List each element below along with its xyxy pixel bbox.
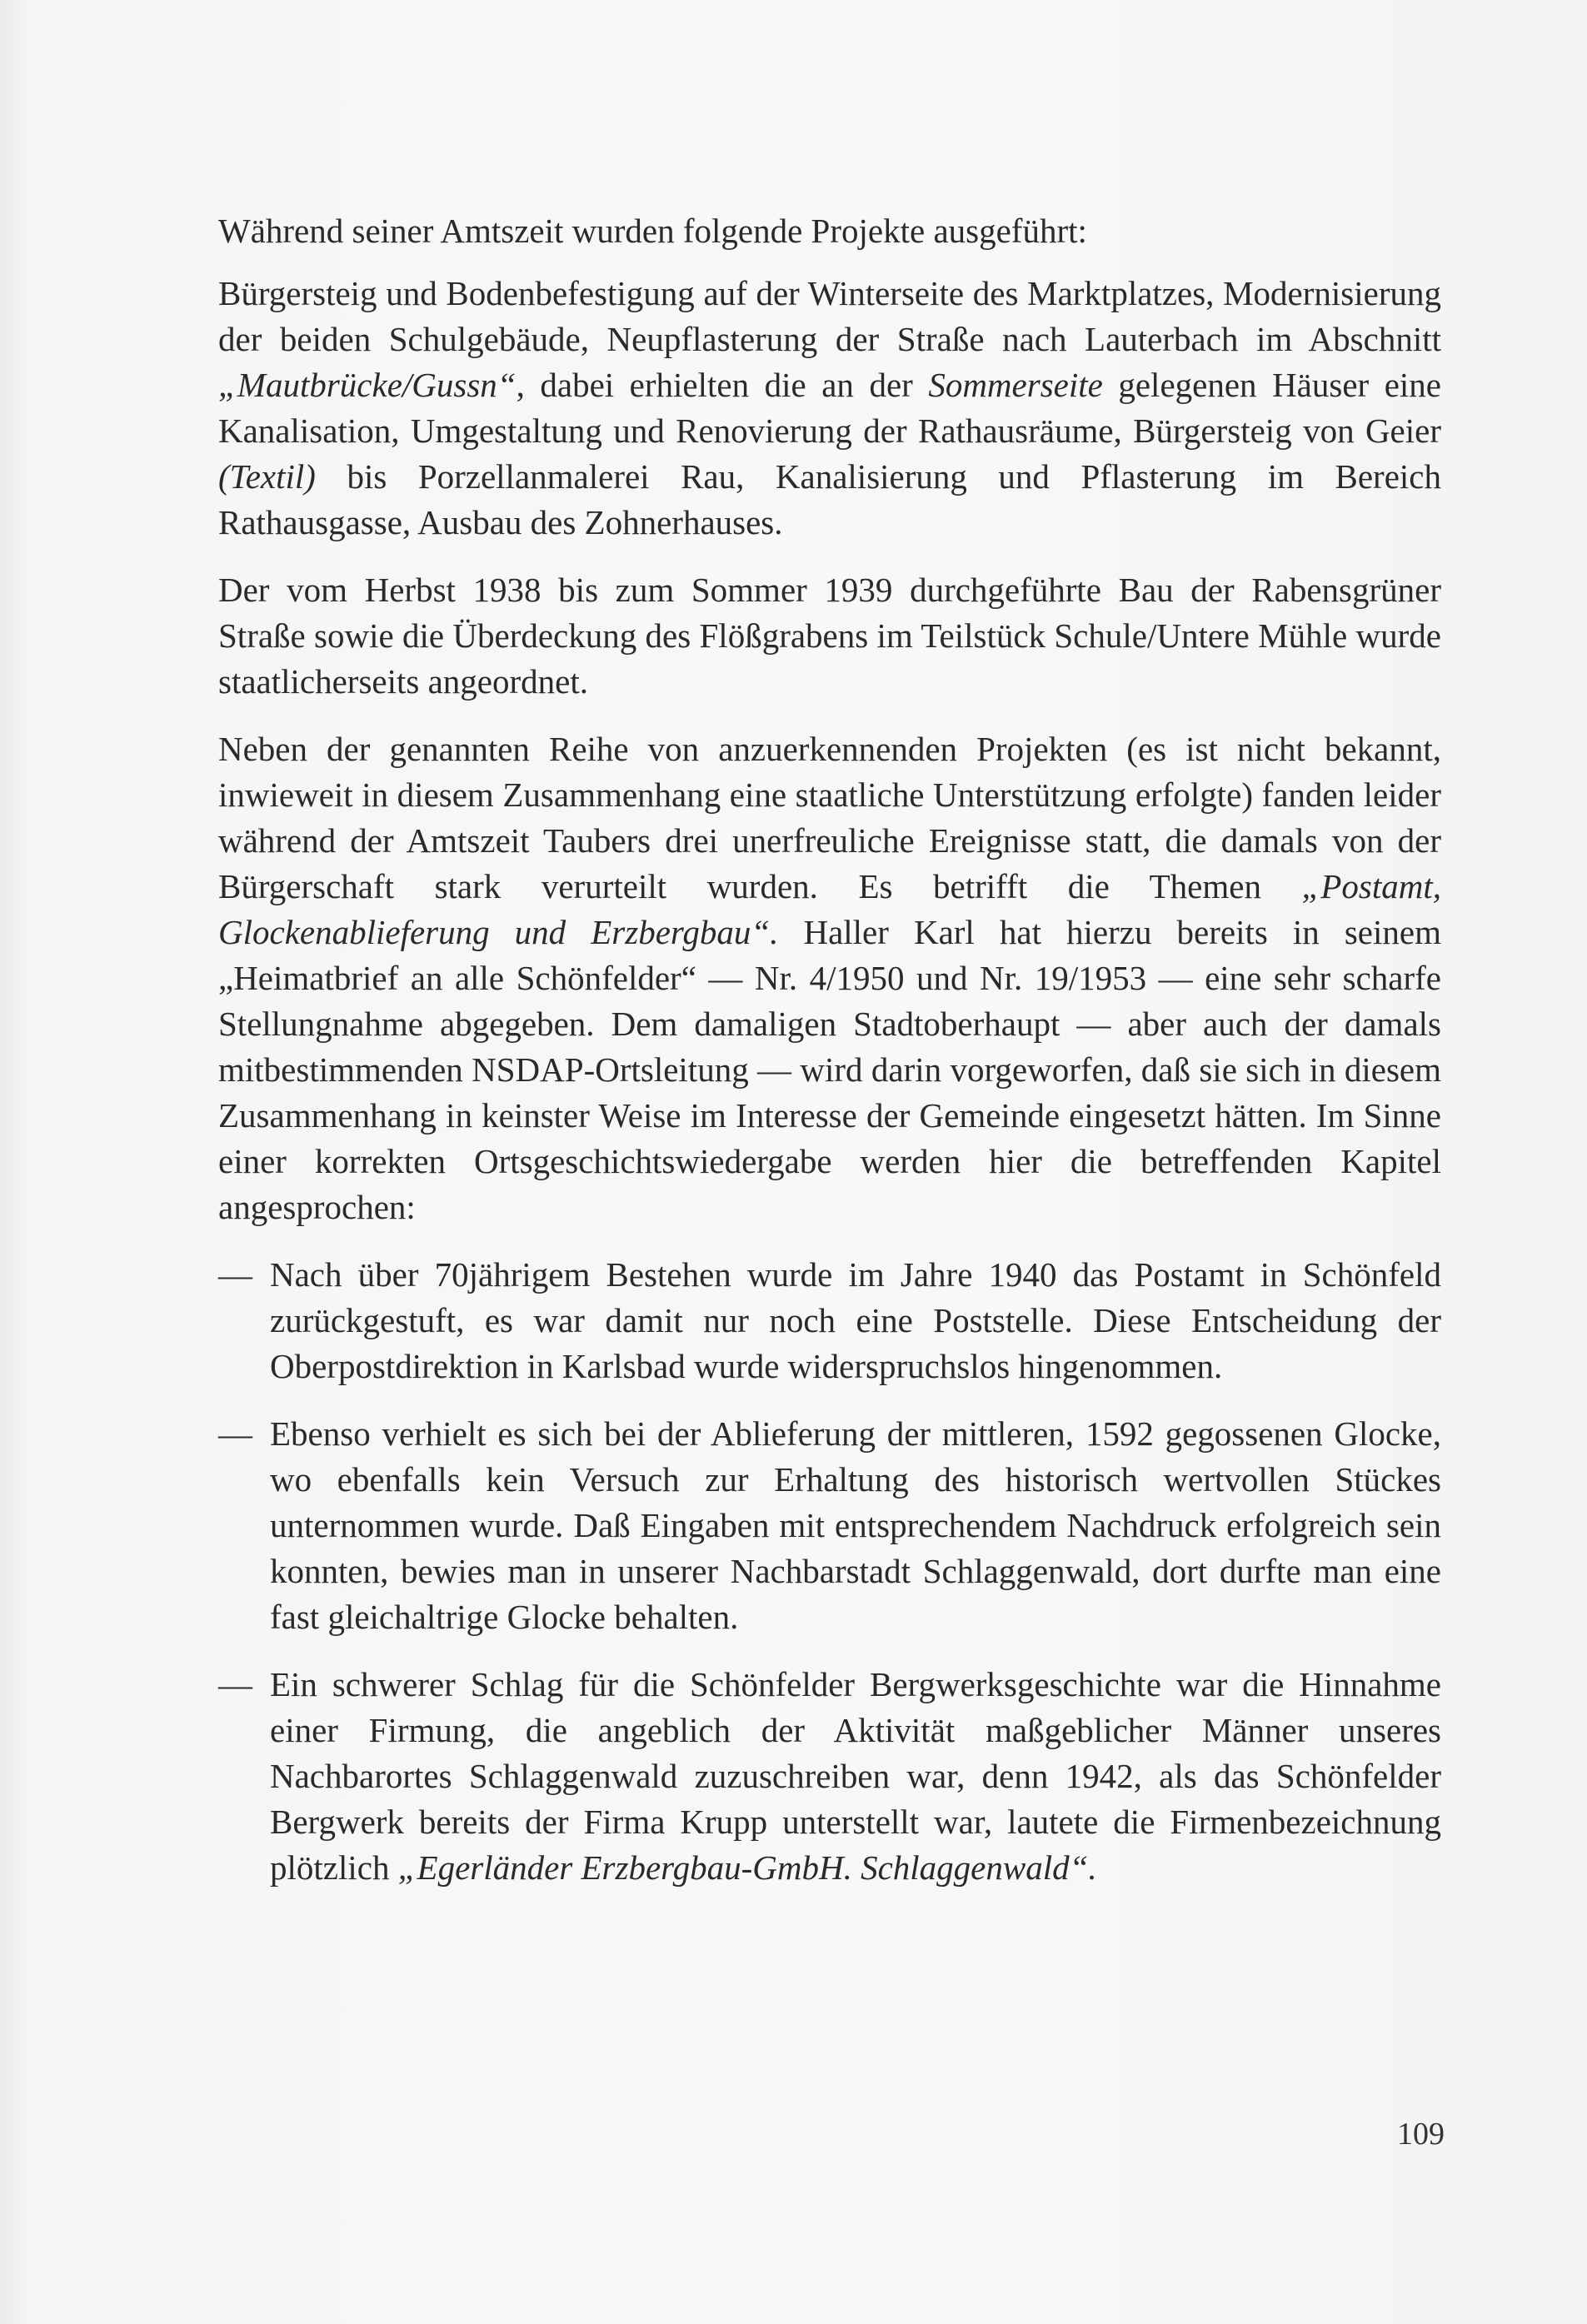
paragraph-events: Neben der genannten Reihe von anzuerkennenden Projekten (es ist nicht bekannt, inwieweit in diesem Zusammenhang eine staatliche Unterstützung erfolgte) fanden leider während der Amtszeit Taubers drei unerfreuliche Ereignisse statt, die damals von der Bürgerschaft stark verurteilt wurden. Es betrifft die Themen „Postamt, Glockenablieferung und Erzbergbau“. Haller Karl hat hierzu bereits in seinem „Heimatbrief an alle Schönfelder“ — Nr. 4/1950 und Nr. 19/1953 — eine sehr scharfe Stellungnahme abgegeben. Dem damaligen Stadtoberhaupt — aber auch der damals mitbestimmenden NSDAP-Ortsleitung — wird darin vorgeworfen, daß sie sich in diesem Zusammenhang in keinster Weise im Interesse der Gemeinde eingesetzt hätten. Im Sinne einer korrekten Ortsgeschichtswiedergabe werden hier die betreffenden Kapitel angesprochen: xyxy=(218,730,1441,1226)
paragraph-road-construction: Der vom Herbst 1938 bis zum Sommer 1939 durchgeführte Bau der Rabensgrüner Straße sowie die Überdeckung des Flößgrabens im Teilstück Schule/Untere Mühle wurde staatlicherseits angeordnet. xyxy=(218,571,1441,701)
bullet-item-bergbau: — Ein schwerer Schlag für die Schönfelder Bergwerksgeschichte war die Hinnahme einer Firmung, die angeblich der Aktivität maßgeblicher Männer unseres Nachbarortes Schlaggenwald zuzuschreiben war, denn 1942, als das Schönfelder Bergwerk bereits der Firma Krupp unterstellt war, lautete die Firmenbezeichnung plötzlich „Egerländer Erzbergbau-GmbH. Schlaggenwald“. xyxy=(218,1662,1441,1891)
paragraph-intro: Während seiner Amtszeit wurden folgende Projekte ausgeführt: xyxy=(218,212,1087,250)
page-number: 109 xyxy=(1397,2117,1445,2152)
dash-bullet-marker: — xyxy=(218,1665,252,1703)
paragraph-projects: Bürgersteig und Bodenbefestigung auf der Winterseite des Marktplatzes, Modernisierung der beiden Schulgebäude, Neupflasterung der Straße nach Lauterbach im Abschnitt „Mautbrücke/Gussn“, dabei erhielten die an der Sommerseite gelegenen Häuser eine Kanalisation, Umgestaltung und Renovierung der Rathausräume, Bürgersteig von Geier (Textil) bis Porzellanmalerei Rau, Kanalisierung und Pflasterung im Bereich Rathausgasse, Ausbau des Zohnerhauses. xyxy=(218,274,1441,541)
bullet-item-glocke: — Ebenso verhielt es sich bei der Ablieferung der mittleren, 1592 gegossenen Glocke, wo ebenfalls kein Versuch zur Erhaltung des historisch wertvollen Stückes unternommen wurde. Daß Eingaben mit entsprechendem Nachdruck erfolgreich sein konnten, bewies man in unserer Nachbarstadt Schlaggenwald, dort durfte man eine fast gleichaltrige Glocke behalten. xyxy=(218,1411,1441,1640)
dash-bullet-marker: — xyxy=(218,1255,252,1294)
page-body xyxy=(218,208,1441,1913)
dash-bullet-marker: — xyxy=(218,1414,252,1453)
bullet-item-postamt: — Nach über 70jährigem Bestehen wurde im Jahre 1940 das Postamt in Schönfeld zurückgestuft, es war damit nur noch eine Poststelle. Diese Entscheidung der Oberpostdirektion in Karlsbad wurde widerspruchslos hingenommen. xyxy=(218,1252,1441,1389)
